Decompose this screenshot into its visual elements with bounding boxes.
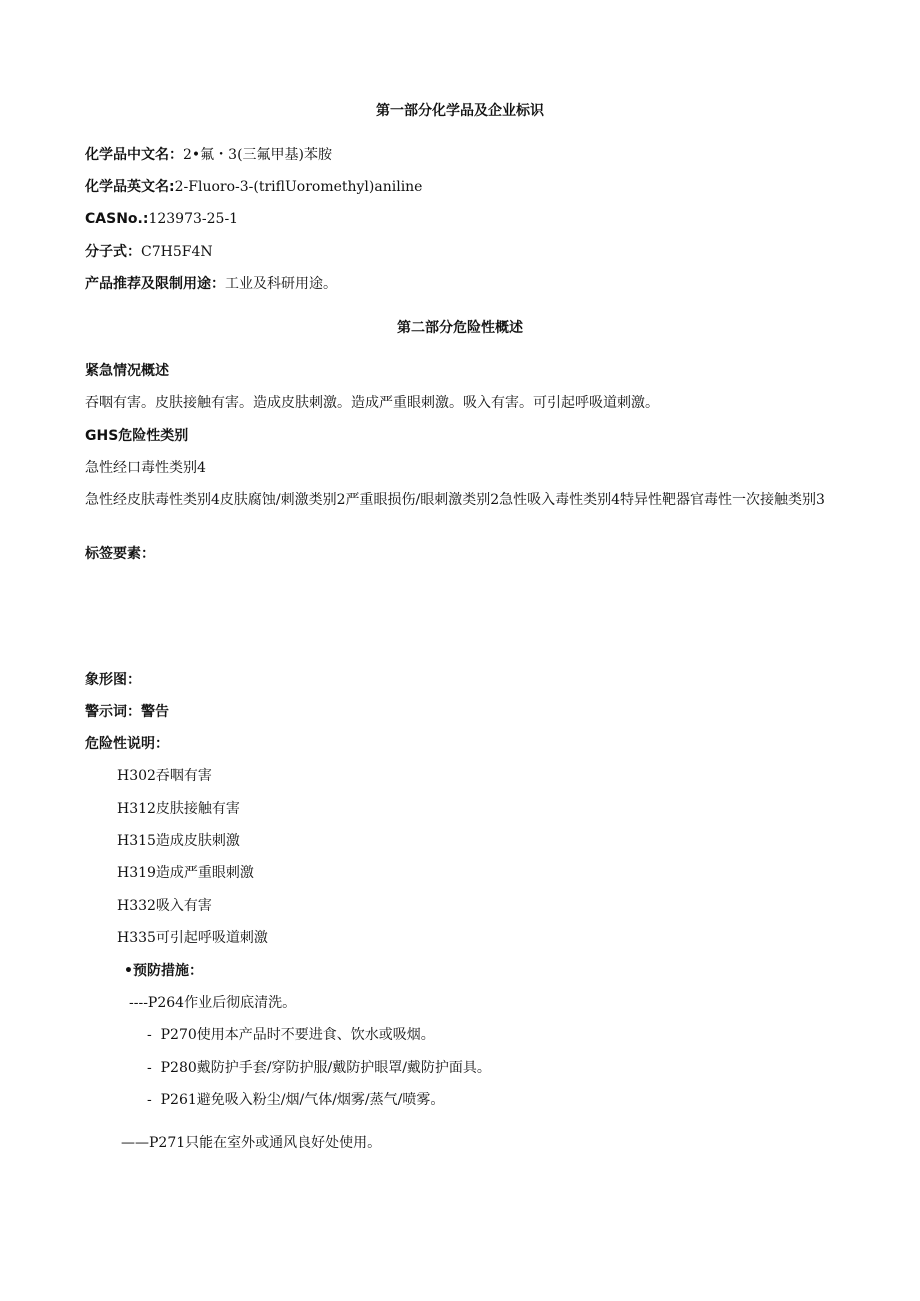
cn-name-row — [85, 146, 332, 164]
cn-name-value: 2•氟・3(三氟甲基)苯胺 — [183, 147, 332, 163]
hazard-statement-h315: H315造成皮肤刺激 — [117, 833, 240, 849]
ghs-line-2: 急性经皮肤毒性类别4皮肤腐蚀/刺激类别2严重眼损伤/眼刺激类别2急性吸入毒性类别4特异性靶器官毒性一次接触类别3 — [85, 492, 825, 508]
hazard-statement-h335: H335可引起呼吸道刺激 — [117, 930, 268, 946]
prevention-p261: - P261避免吸入粉尘/烟/气体/烟雾/蒸气/喷雾。 — [147, 1092, 445, 1108]
emergency-text: 吞咽有害。皮肤接触有害。造成皮肤刺激。造成严重眼刺激。吸入有害。可引起呼吸道刺激。 — [85, 395, 659, 411]
usage-label: 产品推荐及限制用途： — [85, 276, 225, 292]
ghs-line-1: 急性经口毒性类别4 — [85, 460, 206, 476]
cn-name-label: 化学品中文名： — [85, 147, 183, 163]
prevention-p264: ----P264作业后彻底清洗。 — [129, 995, 297, 1011]
en-name-value: 2-Fluoro-3-(triflUoromethyl)aniline — [174, 179, 423, 195]
en-name-label: 化学品英文名: — [85, 179, 175, 195]
label-elements: 标签要素： — [85, 546, 155, 562]
cas-value: 123973-25-1 — [148, 211, 239, 227]
hazard-statement-heading: 危险性说明： — [85, 736, 169, 752]
usage-row — [85, 275, 337, 293]
en-name-row — [85, 178, 422, 196]
ghs-heading: GHS危险性类别 — [85, 428, 189, 444]
formula-value: C7H5F4N — [141, 244, 213, 260]
part1-title: 第一部分化学品及企业标识 — [376, 103, 544, 119]
emergency-heading: 紧急情况概述 — [85, 363, 169, 379]
prevention-p271: ——P271只能在室外或通风良好处使用。 — [121, 1135, 382, 1151]
hazard-statement-h302: H302吞咽有害 — [117, 768, 212, 784]
hazard-statement-h319: H319造成严重眼刺激 — [117, 865, 254, 881]
cas-label: CASNo.: — [85, 211, 149, 227]
usage-value: 工业及科研用途。 — [225, 276, 337, 292]
prevention-p280: - P280戴防护手套/穿防护服/戴防护眼罩/戴防护面具。 — [147, 1060, 491, 1076]
hazard-statement-h312: H312皮肤接触有害 — [117, 801, 240, 817]
part2-title: 第二部分危险性概述 — [397, 320, 523, 336]
signal-word: 警示词：警告 — [85, 704, 169, 720]
prevention-heading: •预防措施： — [124, 963, 203, 979]
formula-label: 分子式： — [85, 244, 141, 260]
cas-row — [85, 210, 238, 228]
formula-row — [85, 243, 213, 261]
prevention-p270: - P270使用本产品时不要进食、饮水或吸烟。 — [147, 1027, 435, 1043]
hazard-statement-h332: H332吸入有害 — [117, 898, 212, 914]
pictogram-label: 象形图： — [85, 672, 141, 688]
